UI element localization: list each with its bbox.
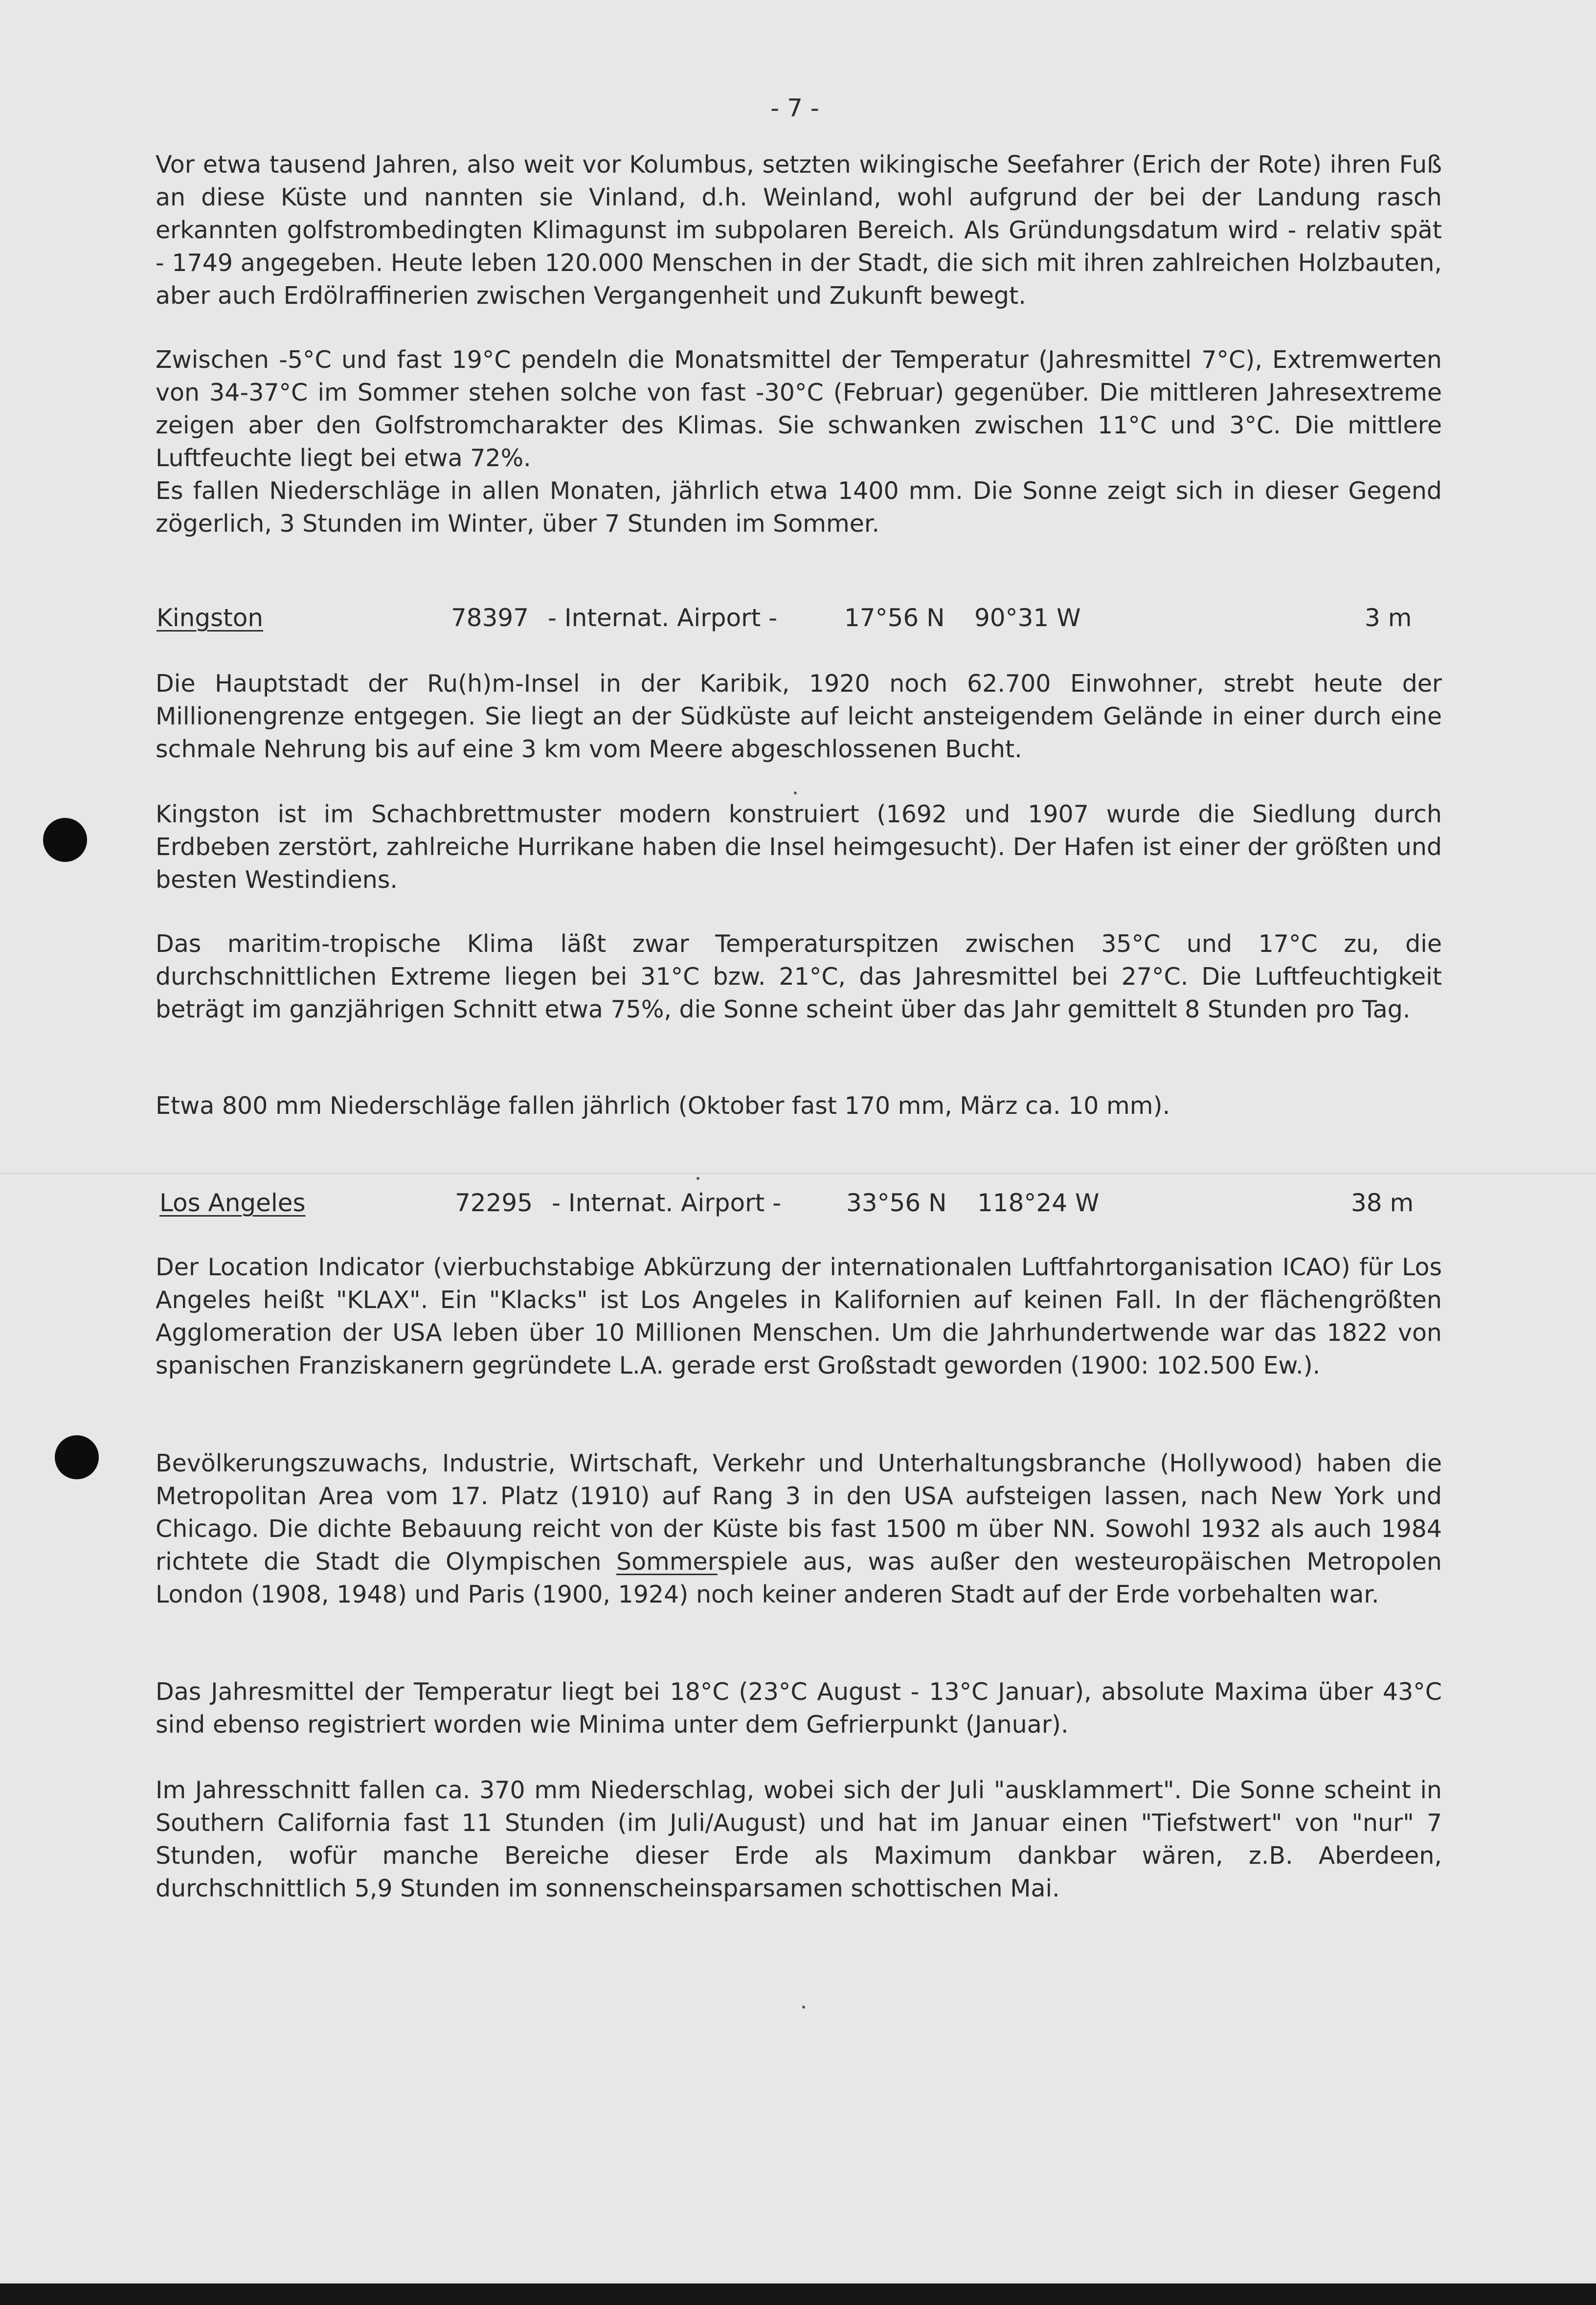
station-elevation: 3 m bbox=[1365, 604, 1412, 632]
text-run: spiele aus, was außer den westeuropäischen Metropolen London (1908, 1948) und Paris (1900, 1924) noch keiner anderen Stadt auf der Erde vorbehalten war. bbox=[156, 1548, 1442, 1608]
station-id: 78397 bbox=[451, 604, 529, 632]
page-number: - 7 - bbox=[770, 94, 819, 122]
los-angeles-paragraph-1 bbox=[156, 1251, 1442, 1382]
station-id: 72295 bbox=[455, 1189, 533, 1217]
station-heading-kingston bbox=[157, 602, 1428, 634]
kingston-paragraph-3 bbox=[156, 927, 1442, 1026]
kingston-text-3: Das maritim-tropische Klima läßt zwar Temperaturspitzen zwischen 35°C und 17°C zu, die durchschnittlichen Extreme liegen bei 31°C bzw. 21°C, das Jahresmittel bei 27°C. Die Luftfeuchtigkeit beträgt im ganzjährigen Schnitt etwa 75%, die Sonne scheint über das Jahr gemittelt 8 Stunden pro Tag. bbox=[156, 930, 1442, 1023]
los-angeles-text-4: Im Jahresschnitt fallen ca. 370 mm Niederschlag, wobei sich der Juli "ausklammert". Die Sonne scheint in Southern California fast 11 Stunden (im Juli/August) und hat im Januar einen "Tiefstwert" von "nur" 7 Stunden, wofür manche Bereiche dieser Erde als Maximum dankbar wären, z.B. Aberdeen, durchschnittlich 5,9 Stunden im sonnenscheinsparsamen schottischen Mai. bbox=[156, 1776, 1442, 1902]
los-angeles-text-3: Das Jahresmittel der Temperatur liegt bei 18°C (23°C August - 13°C Januar), absolute Maxima über 43°C sind ebenso registriert worden wie Minima unter dem Gefrierpunkt (Januar). bbox=[156, 1678, 1442, 1739]
scan-speck bbox=[802, 2006, 805, 2009]
fold-line bbox=[0, 1173, 1596, 1174]
los-angeles-paragraph-3 bbox=[156, 1675, 1442, 1741]
text-run: Bevölkerungszuwachs, Industrie, Wirtschaft, Verkehr und Unterhaltungsbranche (Hollywood) haben die Metropolitan Area vom 17. Platz (1910) auf Rang 3 in den USA aufsteigen lassen, nach New York und Chicago. Die dichte Bebauung reicht von der Küste bis fast 1500 m über NN. Sowohl 1932 als auch 1984 richtete die Stadt die Olympischen bbox=[156, 1449, 1442, 1576]
station-heading-los-angeles bbox=[159, 1187, 1431, 1220]
los-angeles-paragraph-4 bbox=[156, 1774, 1442, 1905]
los-angeles-paragraph-2 bbox=[156, 1447, 1442, 1611]
kingston-paragraph-2 bbox=[156, 798, 1442, 896]
scan-speck bbox=[794, 791, 797, 794]
intro-paragraph-history bbox=[156, 148, 1442, 312]
kingston-paragraph-1 bbox=[156, 667, 1442, 766]
punch-hole-top bbox=[43, 818, 87, 862]
intro-history-text: Vor etwa tausend Jahren, also weit vor Kolumbus, setzten wikingische Seefahrer (Erich der Rote) ihren Fuß an diese Küste und nannten sie Vinland, d.h. Weinland, wohl aufgrund der bei der Landung rasch erkannten golfstrombedingten Klimagunst im subpolaren Bereich. Als Gründungsdatum wird - relativ spät - 1749 angegeben. Heute leben 120.000 Menschen in der Stadt, die sich mit ihren zahlreichen Holzbauten, aber auch Erdölraffinerien zwischen Vergangenheit und Zukunft bewegt. bbox=[156, 151, 1442, 310]
los-angeles-text-1: Der Location Indicator (vierbuchstabige Abkürzung der internationalen Luftfahrtorganisation ICAO) für Los Angeles heißt "KLAX". Ein "Klacks" ist Los Angeles in Kalifornien auf keinen Fall. In der flächengrößten Agglomeration der USA leben über 10 Millionen Menschen. Um die Jahrhundertwende war das 1822 von spanischen Franziskanern gegründete L.A. gerade erst Großstadt geworden (1900: 102.500 Ew.). bbox=[156, 1253, 1442, 1379]
station-elevation: 38 m bbox=[1351, 1189, 1414, 1217]
station-name: Los Angeles bbox=[159, 1189, 306, 1217]
station-name: Kingston bbox=[157, 604, 264, 632]
station-longitude: 90°31 W bbox=[974, 604, 1081, 632]
station-latitude: 17°56 N bbox=[844, 604, 945, 632]
intro-paragraph-climate bbox=[156, 343, 1442, 540]
intro-precipitation-text: Es fallen Niederschläge in allen Monaten, jährlich etwa 1400 mm. Die Sonne zeigt sich in dieser Gegend zögerlich, 3 Stunden im Winter, über 7 Stunden im Sommer. bbox=[156, 477, 1442, 538]
los-angeles-text-2 bbox=[156, 1447, 1442, 1611]
station-type: - Internat. Airport - bbox=[548, 604, 778, 632]
kingston-text-2: Kingston ist im Schachbrettmuster modern konstruiert (1692 und 1907 wurde die Siedlung durch Erdbeben zerstört, zahlreiche Hurrikane haben die Insel heimgesucht). Der Hafen ist einer der größten und besten Westindiens. bbox=[156, 800, 1442, 894]
station-longitude: 118°24 W bbox=[977, 1189, 1100, 1217]
underlined-word: Sommer bbox=[616, 1548, 718, 1576]
kingston-text-4: Etwa 800 mm Niederschläge fallen jährlich (Oktober fast 170 mm, März ca. 10 mm). bbox=[156, 1092, 1170, 1120]
kingston-text-1: Die Hauptstadt der Ru(h)m-Insel in der Karibik, 1920 noch 62.700 Einwohner, strebt heute der Millionengrenze entgegen. Sie liegt an der Südküste auf leicht ansteigendem Gelände in einer durch eine schmale Nehrung bis auf eine 3 km vom Meere abgeschlossenen Bucht. bbox=[156, 670, 1442, 763]
kingston-paragraph-4 bbox=[156, 1089, 1442, 1122]
punch-hole-bottom bbox=[55, 1435, 99, 1479]
scan-speck bbox=[697, 1177, 699, 1180]
station-latitude: 33°56 N bbox=[846, 1189, 947, 1217]
intro-climate-text: Zwischen -5°C und fast 19°C pendeln die Monatsmittel der Temperatur (Jahresmittel 7°C), Extremwerten von 34-37°C im Sommer stehen solche von fast -30°C (Februar) gegenüber. Die mittleren Jahresextreme zeigen aber den Golfstromcharakter des Klimas. Sie schwanken zwischen 11°C und 3°C. Die mittlere Luftfeuchte liegt bei etwa 72%. bbox=[156, 346, 1442, 472]
station-type: - Internat. Airport - bbox=[552, 1189, 782, 1217]
scan-border-bottom bbox=[0, 2283, 1596, 2305]
